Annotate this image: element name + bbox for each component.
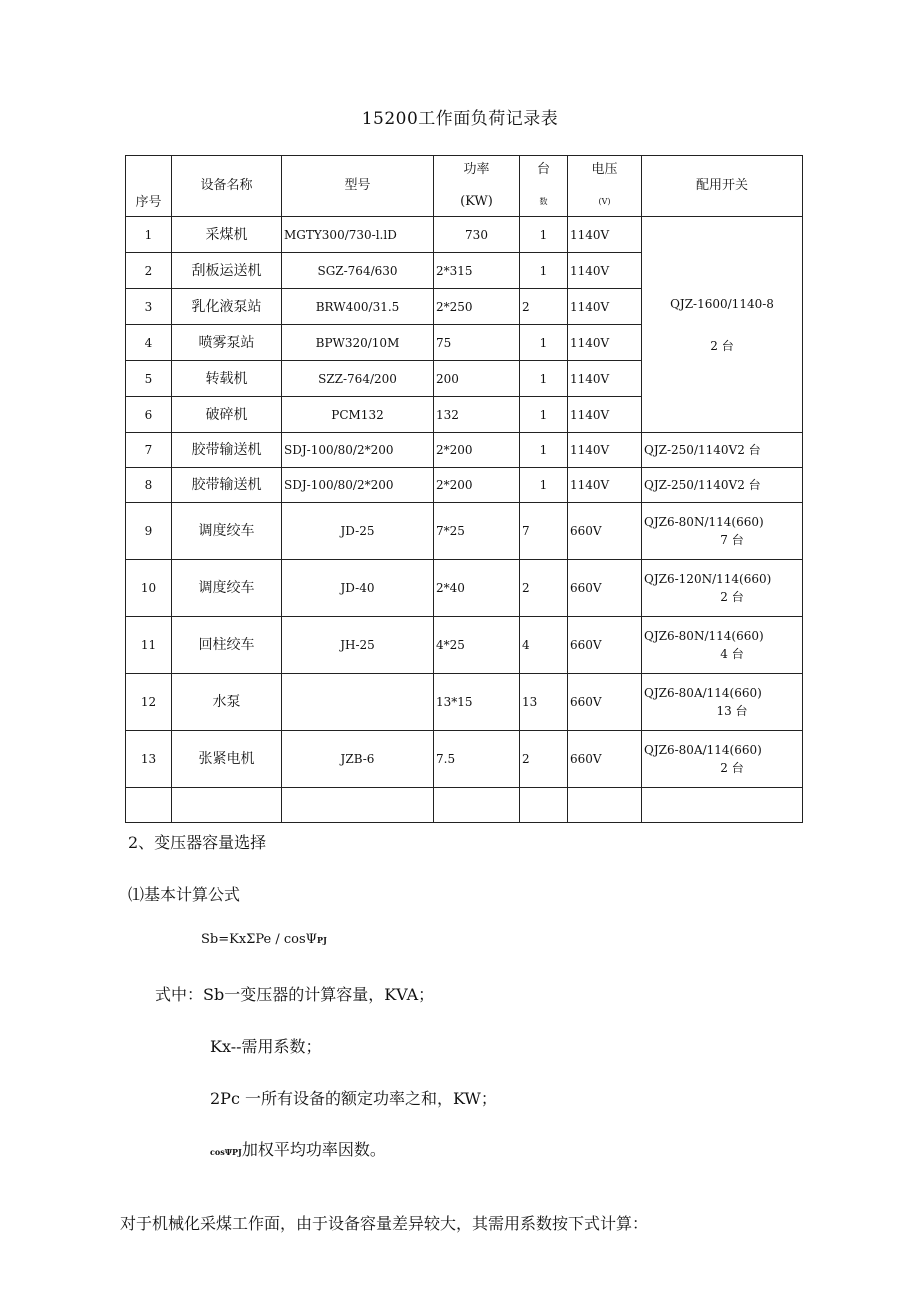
cell-model: JH-25: [282, 617, 434, 674]
cell-switch: [642, 503, 803, 560]
cell-name: 张紧电机: [172, 731, 282, 788]
cell-seq: 11: [126, 617, 172, 674]
where-sb: 式中：Sb一变压器的计算容量，KVA；: [155, 985, 435, 1004]
cell-switch: QJZ-250/1140V2 台: [642, 468, 803, 503]
cell-seq: 8: [126, 468, 172, 503]
cell-voltage: 1140V: [568, 325, 642, 361]
demand-paragraph: 对于机械化采煤工作面，由于设备容量差异较大，其需用系数按下式计算：: [120, 1214, 649, 1233]
cell-model: SGZ-764/630: [282, 253, 434, 289]
header-power-unit: (KW): [460, 194, 493, 209]
cell-name: 乳化液泵站: [172, 289, 282, 325]
formula-subscript: PJ: [317, 935, 327, 945]
cell-voltage: 1140V: [568, 468, 642, 503]
cell-model: SDJ-100/80/2*200: [282, 433, 434, 468]
header-seq: 序号: [126, 156, 172, 217]
header-power: [434, 156, 520, 217]
cell-model: SZZ-764/200: [282, 361, 434, 397]
cell-seq: 2: [126, 253, 172, 289]
cell-units: 1: [520, 217, 568, 253]
cell-voltage: 660V: [568, 503, 642, 560]
cell-model: [282, 674, 434, 731]
cell-units: 1: [520, 397, 568, 433]
cell-name: 胶带输送机: [172, 433, 282, 468]
cell-power: 75: [434, 325, 520, 361]
where-cos-text: 加权平均功率因数。: [241, 1140, 386, 1159]
cell-model: PCM132: [282, 397, 434, 433]
cell-seq: 4: [126, 325, 172, 361]
cell-seq: 12: [126, 674, 172, 731]
table-row: [126, 217, 803, 253]
table-header-row: [126, 156, 803, 217]
cell-name: 喷雾泵站: [172, 325, 282, 361]
cell-model: JD-25: [282, 503, 434, 560]
table-row: [126, 560, 803, 617]
cell-name: 回柱绞车: [172, 617, 282, 674]
cell-seq: 1: [126, 217, 172, 253]
table-row: [126, 503, 803, 560]
cell-switch: [642, 617, 803, 674]
header-voltage: [568, 156, 642, 217]
cell-voltage: 1140V: [568, 361, 642, 397]
switch-model: QJZ6-80N/114(660): [644, 515, 764, 529]
empty-cell: [172, 788, 282, 823]
table-row: [126, 433, 803, 468]
cell-model: SDJ-100/80/2*200: [282, 468, 434, 503]
cell-seq: 13: [126, 731, 172, 788]
table-row: [126, 617, 803, 674]
where-cos: [210, 1137, 386, 1160]
empty-cell: [434, 788, 520, 823]
table-empty-row: [126, 788, 803, 823]
cell-voltage: 1140V: [568, 289, 642, 325]
cell-power: 2*250: [434, 289, 520, 325]
cell-model: BPW320/10M: [282, 325, 434, 361]
cell-power: 730: [434, 217, 520, 253]
switch-model: QJZ6-80A/114(660): [644, 743, 762, 757]
cell-name: 调度绞车: [172, 503, 282, 560]
empty-cell: [520, 788, 568, 823]
cell-voltage: 1140V: [568, 253, 642, 289]
cell-power: 2*40: [434, 560, 520, 617]
switch-count: 2 台: [720, 761, 744, 775]
cell-name: 水泵: [172, 674, 282, 731]
header-units: [520, 156, 568, 217]
table-row: [126, 468, 803, 503]
switch-model: QJZ6-120N/114(660): [644, 572, 772, 586]
cell-units: 1: [520, 433, 568, 468]
switch-count: 13 台: [716, 704, 748, 718]
cell-units: 1: [520, 468, 568, 503]
cell-voltage: 660V: [568, 617, 642, 674]
cell-power: 7*25: [434, 503, 520, 560]
merged-switch-count: 2 台: [710, 338, 734, 353]
cell-power: 200: [434, 361, 520, 397]
cell-units: 13: [520, 674, 568, 731]
cell-name: 破碎机: [172, 397, 282, 433]
cell-power: 2*200: [434, 433, 520, 468]
header-voltage-unit: (V): [598, 197, 611, 206]
cell-units: 1: [520, 253, 568, 289]
cell-seq: 7: [126, 433, 172, 468]
cell-switch: [642, 731, 803, 788]
cell-voltage: 1140V: [568, 217, 642, 253]
header-units-label: 台: [536, 162, 550, 177]
formula-main: Sb=KxΣPe / cosΨ: [201, 932, 318, 947]
cell-seq: 10: [126, 560, 172, 617]
table-row: [126, 674, 803, 731]
page-title: 15200工作面负荷记录表: [361, 109, 559, 129]
cell-name: 转载机: [172, 361, 282, 397]
switch-count: 2 台: [720, 590, 744, 604]
cell-voltage: 660V: [568, 560, 642, 617]
cell-units: 1: [520, 361, 568, 397]
cell-power: 2*200: [434, 468, 520, 503]
header-power-label: 功率: [463, 162, 490, 177]
cell-name: 胶带输送机: [172, 468, 282, 503]
cell-units: 1: [520, 325, 568, 361]
where-pc: 2Pc 一所有设备的额定功率之和，KW；: [210, 1089, 497, 1108]
cell-switch: [642, 674, 803, 731]
cell-power: 2*315: [434, 253, 520, 289]
cell-power: 4*25: [434, 617, 520, 674]
cell-model: MGTY300/730-l.lD: [282, 217, 434, 253]
empty-cell: [568, 788, 642, 823]
merged-switch-model: QJZ-1600/1140-8: [670, 296, 774, 311]
cell-switch: QJZ-250/1140V2 台: [642, 433, 803, 468]
cell-units: 2: [520, 289, 568, 325]
cell-power: 132: [434, 397, 520, 433]
cell-seq: 5: [126, 361, 172, 397]
header-model: 型号: [282, 156, 434, 217]
header-units-sub: 数: [539, 197, 548, 206]
cell-units: 7: [520, 503, 568, 560]
cell-units: 2: [520, 731, 568, 788]
section-heading: 2、变压器容量选择: [128, 833, 267, 852]
cell-units: 2: [520, 560, 568, 617]
cell-name: 采煤机: [172, 217, 282, 253]
switch-count: 7 台: [720, 533, 744, 547]
cell-model: BRW400/31.5: [282, 289, 434, 325]
cell-voltage: 1140V: [568, 433, 642, 468]
header-name: 设备名称: [172, 156, 282, 217]
cell-seq: 6: [126, 397, 172, 433]
cell-power: 13*15: [434, 674, 520, 731]
load-record-table: [125, 155, 803, 823]
cell-name: 刮板运送机: [172, 253, 282, 289]
empty-cell: [126, 788, 172, 823]
header-voltage-label: 电压: [591, 162, 618, 177]
cell-merged-switch: [642, 217, 803, 433]
cell-seq: 9: [126, 503, 172, 560]
cell-units: 4: [520, 617, 568, 674]
switch-count: 4 台: [720, 647, 744, 661]
cell-voltage: 1140V: [568, 397, 642, 433]
cell-seq: 3: [126, 289, 172, 325]
cell-voltage: 660V: [568, 674, 642, 731]
cell-model: JD-40: [282, 560, 434, 617]
switch-model: QJZ6-80A/114(660): [644, 686, 762, 700]
empty-cell: [642, 788, 803, 823]
where-kx: Kx--需用系数；: [210, 1037, 322, 1056]
header-switch: 配用开关: [642, 156, 803, 217]
formula-heading: ⑴基本计算公式: [128, 885, 241, 904]
cos-symbol: cosΨPJ: [210, 1147, 242, 1157]
cell-name: 调度绞车: [172, 560, 282, 617]
empty-cell: [282, 788, 434, 823]
switch-model: QJZ6-80N/114(660): [644, 629, 764, 643]
cell-switch: [642, 560, 803, 617]
formula: [201, 932, 327, 947]
table-row: [126, 731, 803, 788]
cell-voltage: 660V: [568, 731, 642, 788]
cell-model: JZB-6: [282, 731, 434, 788]
cell-power: 7.5: [434, 731, 520, 788]
